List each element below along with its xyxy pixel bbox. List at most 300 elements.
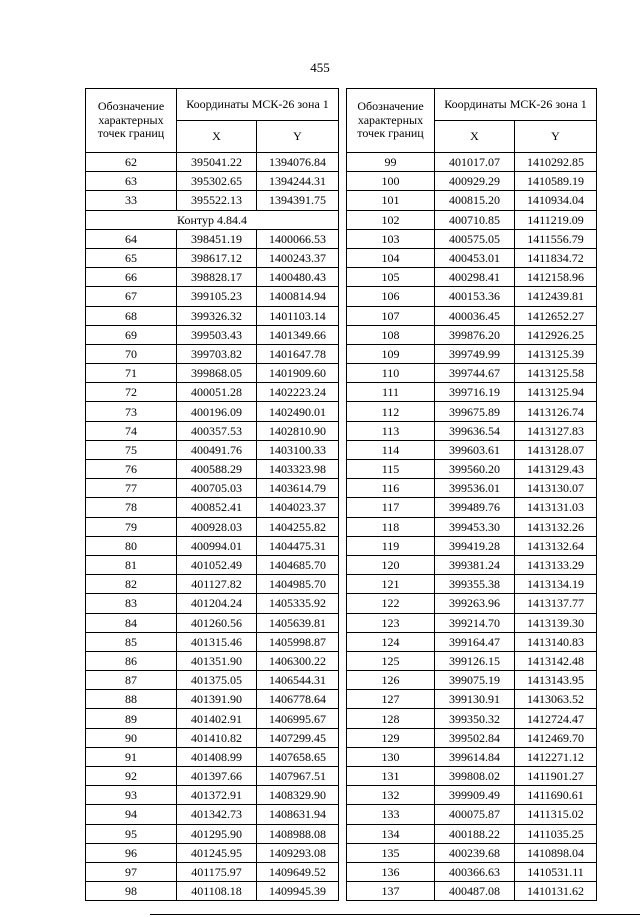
x-coordinate-cell: 400188.22 [435,824,515,843]
y-coordinate-cell: 1413133.29 [515,555,597,574]
x-coordinate-cell: 400366.63 [435,862,515,881]
x-header: X [177,121,257,153]
x-coordinate-cell: 399350.32 [435,709,515,728]
y-coordinate-cell: 1412439.81 [515,287,597,306]
x-coordinate-cell: 400994.01 [177,536,257,555]
point-number-cell: 136 [347,862,435,881]
coords-title-header: Координаты МСК-26 зона 1 [177,89,339,121]
y-coordinate-cell: 1412271.12 [515,747,597,766]
x-header: X [435,121,515,153]
x-coordinate-cell: 400075.87 [435,805,515,824]
table-row [86,536,339,555]
x-coordinate-cell: 399808.02 [435,767,515,786]
x-coordinate-cell: 400453.01 [435,248,515,267]
point-number-cell: 90 [86,728,177,747]
point-number-cell: 83 [86,594,177,613]
x-coordinate-cell: 401315.46 [177,632,257,651]
x-coordinate-cell: 399603.61 [435,440,515,459]
y-coordinate-cell: 1405639.81 [257,613,339,632]
point-number-cell: 66 [86,268,177,287]
point-number-cell: 84 [86,613,177,632]
y-coordinate-cell: 1412469.70 [515,728,597,747]
x-coordinate-cell: 399126.15 [435,651,515,670]
point-number-cell: 117 [347,498,435,517]
table-row [86,287,339,306]
table-row [347,632,597,651]
x-coordinate-cell: 398828.17 [177,268,257,287]
x-coordinate-cell: 399214.70 [435,613,515,632]
x-coordinate-cell: 399749.99 [435,344,515,363]
y-coordinate-cell: 1410131.62 [515,882,597,901]
x-coordinate-cell: 400153.36 [435,287,515,306]
table-row [347,671,597,690]
x-coordinate-cell: 400705.03 [177,479,257,498]
x-coordinate-cell: 395522.13 [177,191,257,210]
table-row [347,613,597,632]
y-coordinate-cell: 1413139.30 [515,613,597,632]
y-coordinate-cell: 1411690.61 [515,786,597,805]
point-label-header: Обозначение характерных точек границ [86,89,177,153]
table-row [347,594,597,613]
page-number: 455 [310,60,330,75]
y-coordinate-cell: 1412724.47 [515,709,597,728]
point-number-cell: 127 [347,690,435,709]
x-coordinate-cell: 398617.12 [177,248,257,267]
point-number-cell: 87 [86,671,177,690]
table-row [347,747,597,766]
y-coordinate-cell: 1404475.31 [257,536,339,555]
y-coordinate-cell: 1406544.31 [257,671,339,690]
bottom-rule [150,914,640,915]
y-coordinate-cell: 1405998.87 [257,632,339,651]
point-number-cell: 95 [86,824,177,843]
y-coordinate-cell: 1410934.04 [515,191,597,210]
x-coordinate-cell: 399560.20 [435,460,515,479]
point-number-cell: 73 [86,402,177,421]
x-coordinate-cell: 399675.89 [435,402,515,421]
table-row [347,498,597,517]
x-coordinate-cell: 399453.30 [435,517,515,536]
table-row [347,325,597,344]
table-row [86,843,339,862]
point-number-cell: 105 [347,268,435,287]
table-row [347,210,597,229]
table-row [347,344,597,363]
y-coordinate-cell: 1404023.37 [257,498,339,517]
table-row [86,575,339,594]
point-number-cell: 89 [86,709,177,728]
point-label-header: Обозначение характерных точек границ [347,89,435,153]
table-row [86,364,339,383]
point-number-cell: 114 [347,440,435,459]
point-number-cell: 80 [86,536,177,555]
x-coordinate-cell: 401342.73 [177,805,257,824]
y-coordinate-cell: 1413132.64 [515,536,597,555]
x-coordinate-cell: 398451.19 [177,229,257,248]
table-row [86,402,339,421]
y-coordinate-cell: 1407299.45 [257,728,339,747]
point-number-cell: 92 [86,767,177,786]
y-coordinate-cell: 1410589.19 [515,172,597,191]
point-number-cell: 72 [86,383,177,402]
point-number-cell: 78 [86,498,177,517]
y-coordinate-cell: 1394244.31 [257,172,339,191]
y-coordinate-cell: 1401349.66 [257,325,339,344]
y-coordinate-cell: 1401647.78 [257,344,339,363]
table-row [347,383,597,402]
y-coordinate-cell: 1408631.94 [257,805,339,824]
table-row [86,229,339,248]
y-coordinate-cell: 1413063.52 [515,690,597,709]
point-number-cell: 113 [347,421,435,440]
point-number-cell: 71 [86,364,177,383]
x-coordinate-cell: 399326.32 [177,306,257,325]
table-row [86,153,339,172]
table-row [86,306,339,325]
y-coordinate-cell: 1411035.25 [515,824,597,843]
table-row [86,460,339,479]
table-row [86,651,339,670]
y-coordinate-cell: 1413129.43 [515,460,597,479]
y-coordinate-cell: 1413128.07 [515,440,597,459]
point-number-cell: 101 [347,191,435,210]
x-coordinate-cell: 401351.90 [177,651,257,670]
table-row [347,555,597,574]
y-coordinate-cell: 1402490.01 [257,402,339,421]
table-row [347,536,597,555]
x-coordinate-cell: 399703.82 [177,344,257,363]
x-coordinate-cell: 400575.05 [435,229,515,248]
x-coordinate-cell: 399355.38 [435,575,515,594]
table-row [86,613,339,632]
point-number-cell: 123 [347,613,435,632]
y-coordinate-cell: 1413143.95 [515,671,597,690]
point-number-cell: 98 [86,882,177,901]
point-number-cell: 108 [347,325,435,344]
point-number-cell: 124 [347,632,435,651]
table-row [86,555,339,574]
table-row [86,709,339,728]
point-number-cell: 112 [347,402,435,421]
table-row [86,383,339,402]
x-coordinate-cell: 399876.20 [435,325,515,344]
point-number-cell: 93 [86,786,177,805]
contour-label: Контур 4.84.4 [86,210,339,229]
table-row [347,248,597,267]
y-coordinate-cell: 1413126.74 [515,402,597,421]
point-number-cell: 137 [347,882,435,901]
point-number-cell: 111 [347,383,435,402]
point-number-cell: 126 [347,671,435,690]
table-row [347,306,597,325]
x-coordinate-cell: 401127.82 [177,575,257,594]
point-number-cell: 132 [347,786,435,805]
table-row [86,325,339,344]
x-coordinate-cell: 395041.22 [177,153,257,172]
y-coordinate-cell: 1412652.27 [515,306,597,325]
table-row [347,882,597,901]
y-coordinate-cell: 1407658.65 [257,747,339,766]
point-number-cell: 99 [347,153,435,172]
x-coordinate-cell: 399419.28 [435,536,515,555]
y-coordinate-cell: 1413131.03 [515,498,597,517]
table-row [86,690,339,709]
point-number-cell: 116 [347,479,435,498]
table-row [347,575,597,594]
table-row [86,824,339,843]
x-coordinate-cell: 399503.43 [177,325,257,344]
table-row [347,786,597,805]
y-coordinate-cell: 1403614.79 [257,479,339,498]
coords-title-header: Координаты МСК-26 зона 1 [435,89,597,121]
point-number-cell: 109 [347,344,435,363]
x-coordinate-cell: 401391.90 [177,690,257,709]
table-row [86,728,339,747]
table-row [86,786,339,805]
point-number-cell: 94 [86,805,177,824]
y-coordinate-cell: 1403323.98 [257,460,339,479]
x-coordinate-cell: 400357.53 [177,421,257,440]
table-row [347,728,597,747]
table-row [347,517,597,536]
point-number-cell: 65 [86,248,177,267]
table-row [86,268,339,287]
y-coordinate-cell: 1413125.39 [515,344,597,363]
point-number-cell: 131 [347,767,435,786]
y-coordinate-cell: 1406300.22 [257,651,339,670]
point-number-cell: 119 [347,536,435,555]
x-coordinate-cell: 399105.23 [177,287,257,306]
table-row [86,594,339,613]
y-coordinate-cell: 1409293.08 [257,843,339,862]
y-coordinate-cell: 1413134.19 [515,575,597,594]
point-number-cell: 68 [86,306,177,325]
x-coordinate-cell: 399744.67 [435,364,515,383]
table-row [347,153,597,172]
table-row [347,229,597,248]
table-row [347,440,597,459]
y-coordinate-cell: 1412926.25 [515,325,597,344]
point-number-cell: 107 [347,306,435,325]
x-coordinate-cell: 401204.24 [177,594,257,613]
table-row [347,651,597,670]
x-coordinate-cell: 399868.05 [177,364,257,383]
point-number-cell: 76 [86,460,177,479]
point-number-cell: 88 [86,690,177,709]
point-number-cell: 97 [86,862,177,881]
y-coordinate-cell: 1394391.75 [257,191,339,210]
y-coordinate-cell: 1400814.94 [257,287,339,306]
y-coordinate-cell: 1409945.39 [257,882,339,901]
y-coordinate-cell: 1409649.52 [257,862,339,881]
point-number-cell: 110 [347,364,435,383]
point-number-cell: 62 [86,153,177,172]
x-coordinate-cell: 399716.19 [435,383,515,402]
x-coordinate-cell: 400036.45 [435,306,515,325]
point-number-cell: 77 [86,479,177,498]
x-coordinate-cell: 401397.66 [177,767,257,786]
point-number-cell: 125 [347,651,435,670]
point-number-cell: 103 [347,229,435,248]
point-number-cell: 121 [347,575,435,594]
x-coordinate-cell: 400815.20 [435,191,515,210]
y-coordinate-cell: 1401909.60 [257,364,339,383]
y-coordinate-cell: 1404685.70 [257,555,339,574]
x-coordinate-cell: 399636.54 [435,421,515,440]
table-row [347,862,597,881]
x-coordinate-cell: 395302.65 [177,172,257,191]
coordinates-table-right [346,88,597,901]
y-coordinate-cell: 1406995.67 [257,709,339,728]
y-coordinate-cell: 1406778.64 [257,690,339,709]
point-number-cell: 86 [86,651,177,670]
x-coordinate-cell: 400487.08 [435,882,515,901]
x-coordinate-cell: 399909.49 [435,786,515,805]
table-row [347,767,597,786]
y-coordinate-cell: 1411901.27 [515,767,597,786]
y-coordinate-cell: 1404255.82 [257,517,339,536]
x-coordinate-cell: 399536.01 [435,479,515,498]
y-coordinate-cell: 1412158.96 [515,268,597,287]
point-number-cell: 128 [347,709,435,728]
y-coordinate-cell: 1413142.48 [515,651,597,670]
point-number-cell: 133 [347,805,435,824]
y-header: Y [515,121,597,153]
x-coordinate-cell: 399381.24 [435,555,515,574]
point-number-cell: 91 [86,747,177,766]
y-coordinate-cell: 1400243.37 [257,248,339,267]
y-coordinate-cell: 1400480.43 [257,268,339,287]
y-coordinate-cell: 1413127.83 [515,421,597,440]
table-row [347,805,597,824]
y-coordinate-cell: 1411219.09 [515,210,597,229]
x-coordinate-cell: 400588.29 [177,460,257,479]
table-row [86,767,339,786]
x-coordinate-cell: 401260.56 [177,613,257,632]
point-number-cell: 74 [86,421,177,440]
y-coordinate-cell: 1413125.58 [515,364,597,383]
table-row [86,805,339,824]
table-row [347,690,597,709]
point-number-cell: 33 [86,191,177,210]
point-number-cell: 104 [347,248,435,267]
y-coordinate-cell: 1394076.84 [257,153,339,172]
point-number-cell: 102 [347,210,435,229]
point-number-cell: 67 [86,287,177,306]
y-coordinate-cell: 1404985.70 [257,575,339,594]
x-coordinate-cell: 401245.95 [177,843,257,862]
y-coordinate-cell: 1413125.94 [515,383,597,402]
point-number-cell: 70 [86,344,177,363]
x-coordinate-cell: 401402.91 [177,709,257,728]
table-row [86,632,339,651]
y-coordinate-cell: 1413137.77 [515,594,597,613]
table-row [86,479,339,498]
y-coordinate-cell: 1402810.90 [257,421,339,440]
table-row [347,172,597,191]
x-coordinate-cell: 400929.29 [435,172,515,191]
y-coordinate-cell: 1410531.11 [515,862,597,881]
y-coordinate-cell: 1410292.85 [515,153,597,172]
table-row [86,517,339,536]
contour-row [86,210,339,229]
x-coordinate-cell: 400928.03 [177,517,257,536]
y-header: Y [257,121,339,153]
x-coordinate-cell: 399614.84 [435,747,515,766]
y-coordinate-cell: 1413132.26 [515,517,597,536]
table-row [347,287,597,306]
point-number-cell: 129 [347,728,435,747]
x-coordinate-cell: 399164.47 [435,632,515,651]
y-coordinate-cell: 1411556.79 [515,229,597,248]
x-coordinate-cell: 400196.09 [177,402,257,421]
y-coordinate-cell: 1403100.33 [257,440,339,459]
point-number-cell: 85 [86,632,177,651]
table-row [86,862,339,881]
point-number-cell: 63 [86,172,177,191]
table-row [347,824,597,843]
x-coordinate-cell: 401017.07 [435,153,515,172]
table-row [86,440,339,459]
point-number-cell: 82 [86,575,177,594]
point-number-cell: 79 [86,517,177,536]
x-coordinate-cell: 401372.91 [177,786,257,805]
table-row [86,248,339,267]
x-coordinate-cell: 401295.90 [177,824,257,843]
x-coordinate-cell: 400491.76 [177,440,257,459]
x-coordinate-cell: 401175.97 [177,862,257,881]
table-row [347,191,597,210]
table-row [86,882,339,901]
y-coordinate-cell: 1410898.04 [515,843,597,862]
x-coordinate-cell: 399263.96 [435,594,515,613]
y-coordinate-cell: 1413130.07 [515,479,597,498]
table-row [347,268,597,287]
point-number-cell: 118 [347,517,435,536]
x-coordinate-cell: 401375.05 [177,671,257,690]
point-number-cell: 134 [347,824,435,843]
point-number-cell: 135 [347,843,435,862]
table-row [86,421,339,440]
x-coordinate-cell: 401410.82 [177,728,257,747]
y-coordinate-cell: 1400066.53 [257,229,339,248]
y-coordinate-cell: 1408329.90 [257,786,339,805]
x-coordinate-cell: 400239.68 [435,843,515,862]
x-coordinate-cell: 399130.91 [435,690,515,709]
point-number-cell: 81 [86,555,177,574]
point-number-cell: 120 [347,555,435,574]
table-row [347,843,597,862]
table-row [347,460,597,479]
table-row [86,172,339,191]
x-coordinate-cell: 401408.99 [177,747,257,766]
point-number-cell: 115 [347,460,435,479]
table-row [347,364,597,383]
table-row [347,402,597,421]
y-coordinate-cell: 1405335.92 [257,594,339,613]
table-row [347,421,597,440]
table-row [86,344,339,363]
y-coordinate-cell: 1413140.83 [515,632,597,651]
y-coordinate-cell: 1401103.14 [257,306,339,325]
point-number-cell: 106 [347,287,435,306]
table-row [347,479,597,498]
x-coordinate-cell: 400710.85 [435,210,515,229]
x-coordinate-cell: 400051.28 [177,383,257,402]
y-coordinate-cell: 1407967.51 [257,767,339,786]
table-row [86,498,339,517]
point-number-cell: 122 [347,594,435,613]
